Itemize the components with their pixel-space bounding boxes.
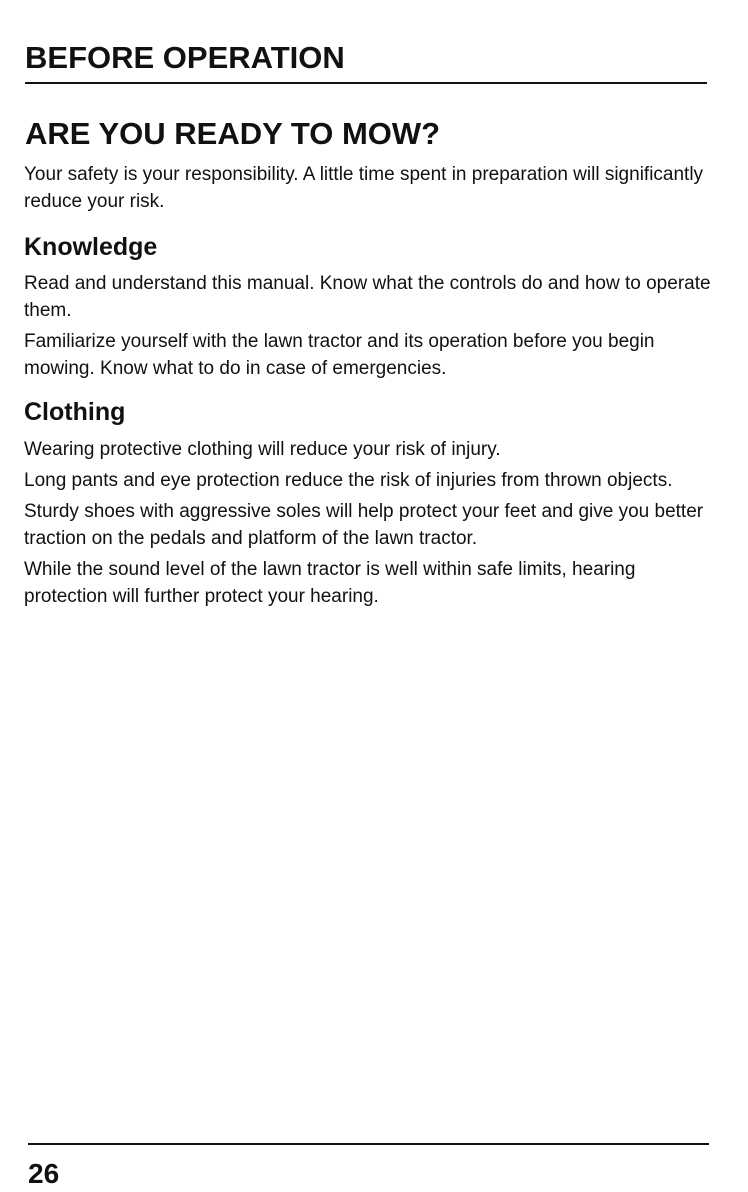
intro-paragraph [24,161,714,219]
knowledge-paragraph-2: Familiarize yourself with the lawn tractor and its operation before you begin mowing. Know what to do in case of emergencies. [24,331,655,379]
knowledge-heading: Knowledge [24,233,158,261]
page-number: 26 [28,1158,60,1189]
clothing-paragraph-3: Sturdy shoes with aggressive soles will help protect your feet and give you better traction on the pedals and platform of the lawn tractor. [24,501,704,549]
clothing-section [24,436,714,614]
clothing-paragraph-1: Wearing protective clothing will reduce your risk of injury. [24,439,501,460]
clothing-paragraph-4: While the sound level of the lawn tractor is well within safe limits, hearing protection will further protect your hearing. [24,559,636,607]
knowledge-section [24,270,714,386]
header-divider [25,82,707,84]
knowledge-paragraph-1: Read and understand this manual. Know what the controls do and how to operate them. [24,273,711,321]
section-header-title: BEFORE OPERATION [25,40,345,75]
intro-text: Your safety is your responsibility. A little time spent in preparation will significantly reduce your risk. [24,164,704,212]
clothing-heading: Clothing [24,398,126,426]
page-title: ARE YOU READY TO MOW? [25,116,441,151]
clothing-paragraph-2: Long pants and eye protection reduce the risk of injuries from thrown objects. [24,470,673,491]
footer-divider [28,1143,709,1145]
